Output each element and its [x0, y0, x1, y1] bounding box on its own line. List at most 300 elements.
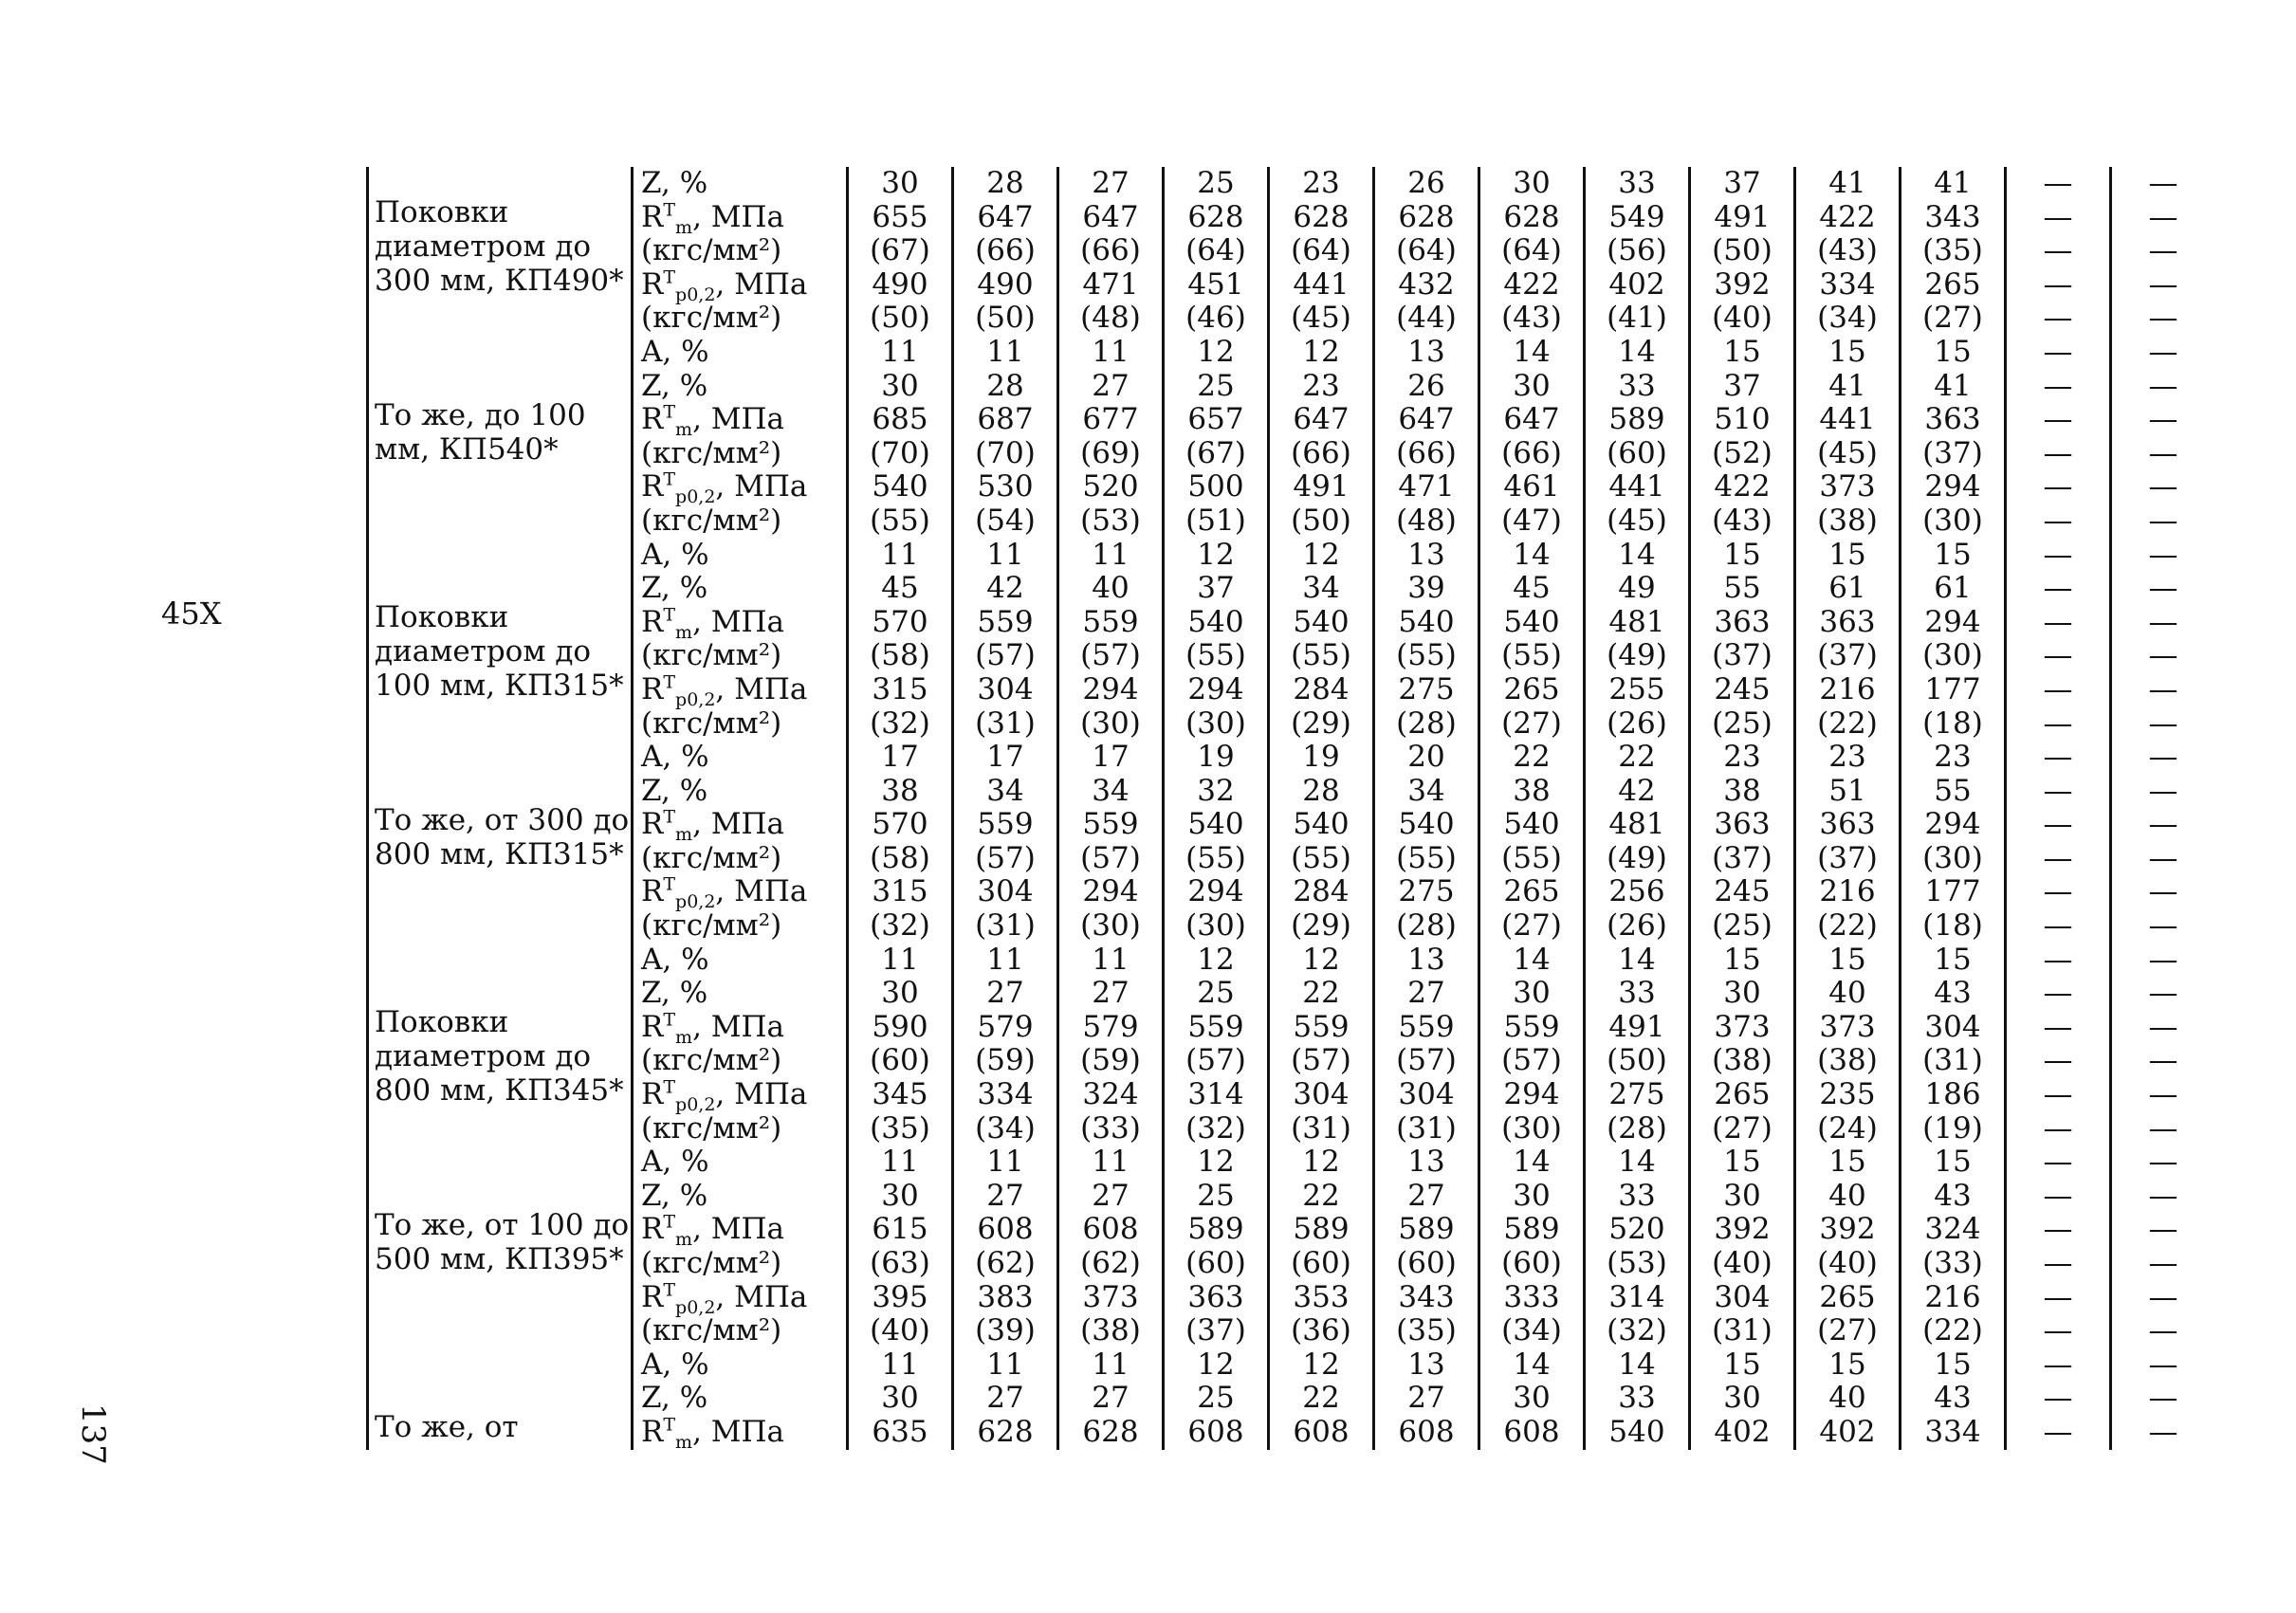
- table-cell: 510: [1690, 403, 1795, 437]
- table-cell: 42: [1585, 775, 1690, 809]
- table-cell: 30: [848, 167, 953, 201]
- table-cell: —: [2111, 1044, 2215, 1078]
- table-cell: 43: [1901, 977, 2006, 1011]
- table-cell: 14: [1585, 539, 1690, 573]
- table-cell: —: [2006, 639, 2111, 673]
- parameter-label: Z, %: [633, 572, 848, 606]
- table-row: [368, 234, 2215, 268]
- table-cell: —: [2111, 336, 2215, 370]
- table-cell: (26): [1585, 909, 1690, 944]
- table-row: [368, 1416, 2215, 1450]
- table-cell: —: [2111, 707, 2215, 742]
- table-cell: 363: [1690, 606, 1795, 640]
- table-cell: (50): [1585, 1044, 1690, 1078]
- table-cell: 14: [1479, 944, 1585, 978]
- table-cell: 647: [1479, 403, 1585, 437]
- table-cell: 12: [1164, 1146, 1269, 1180]
- table-cell: 27: [1058, 1382, 1164, 1416]
- table-cell: —: [2111, 370, 2215, 404]
- table-cell: 14: [1479, 1146, 1585, 1180]
- parameter-label: $R^T_{p0,2}$, МПа: [633, 268, 848, 302]
- table-cell: 559: [1269, 1011, 1374, 1045]
- table-cell: —: [2006, 437, 2111, 471]
- table-cell: (53): [1585, 1247, 1690, 1281]
- table-cell: 608: [1374, 1416, 1479, 1450]
- table-cell: 30: [1690, 1382, 1795, 1416]
- table-cell: 500: [1164, 470, 1269, 504]
- table-cell: 12: [1269, 944, 1374, 978]
- table-cell: (55): [1164, 639, 1269, 673]
- table-cell: 570: [848, 808, 953, 842]
- table-cell: —: [2006, 673, 2111, 707]
- table-cell: 635: [848, 1416, 953, 1450]
- table-cell: 540: [1269, 808, 1374, 842]
- table-cell: (47): [1479, 504, 1585, 539]
- table-cell: (22): [1795, 909, 1901, 944]
- table-cell: 685: [848, 403, 953, 437]
- table-cell: —: [2111, 572, 2215, 606]
- table-cell: 15: [1795, 944, 1901, 978]
- table-cell: 39: [1374, 572, 1479, 606]
- table-cell: 294: [1901, 808, 2006, 842]
- table-cell: —: [2111, 1213, 2215, 1247]
- parameter-label: Z, %: [633, 775, 848, 809]
- table-cell: 15: [1795, 1146, 1901, 1180]
- table-cell: —: [2006, 336, 2111, 370]
- table-cell: 30: [1479, 977, 1585, 1011]
- table-cell: (48): [1058, 302, 1164, 336]
- table-cell: (30): [1901, 842, 2006, 876]
- table-cell: 49: [1585, 572, 1690, 606]
- table-cell: 30: [1479, 1180, 1585, 1214]
- product-description: То же, от 300 до 800 мм, КП315*: [368, 775, 633, 978]
- table-cell: 11: [1058, 1146, 1164, 1180]
- table-cell: 23: [1795, 741, 1901, 775]
- table-cell: (44): [1374, 302, 1479, 336]
- table-cell: (31): [1901, 1044, 2006, 1078]
- table-cell: —: [2006, 268, 2111, 302]
- table-cell: (29): [1269, 909, 1374, 944]
- table-cell: (33): [1058, 1112, 1164, 1146]
- table-cell: 559: [1058, 606, 1164, 640]
- table-cell: 33: [1585, 1382, 1690, 1416]
- table-cell: (64): [1164, 234, 1269, 268]
- table-cell: —: [2111, 673, 2215, 707]
- table-cell: 275: [1374, 875, 1479, 909]
- table-row: [368, 775, 2215, 809]
- table-row: [368, 539, 2215, 573]
- table-cell: 304: [953, 673, 1058, 707]
- table-cell: —: [2006, 1314, 2111, 1348]
- table-cell: 13: [1374, 539, 1479, 573]
- table-cell: 363: [1795, 808, 1901, 842]
- table-cell: 34: [1374, 775, 1479, 809]
- table-cell: (40): [1795, 1247, 1901, 1281]
- table-cell: (66): [1479, 437, 1585, 471]
- table-cell: —: [2111, 1382, 2215, 1416]
- table-cell: (60): [848, 1044, 953, 1078]
- table-cell: 402: [1690, 1416, 1795, 1450]
- table-cell: 265: [1901, 268, 2006, 302]
- table-cell: (50): [848, 302, 953, 336]
- table-cell: 40: [1795, 1382, 1901, 1416]
- table-cell: 27: [953, 977, 1058, 1011]
- table-cell: 265: [1479, 673, 1585, 707]
- table-cell: —: [2006, 741, 2111, 775]
- table-cell: 41: [1901, 370, 2006, 404]
- table-cell: 26: [1374, 167, 1479, 201]
- table-cell: 570: [848, 606, 953, 640]
- parameter-label: A, %: [633, 944, 848, 978]
- table-cell: (58): [848, 842, 953, 876]
- table-cell: (22): [1901, 1314, 2006, 1348]
- table-cell: (70): [953, 437, 1058, 471]
- table-cell: (30): [1164, 707, 1269, 742]
- table-cell: 432: [1374, 268, 1479, 302]
- table-cell: (59): [953, 1044, 1058, 1078]
- table-cell: (66): [953, 234, 1058, 268]
- table-cell: 17: [1058, 741, 1164, 775]
- table-cell: 294: [1901, 470, 2006, 504]
- table-cell: (67): [1164, 437, 1269, 471]
- table-cell: (49): [1585, 639, 1690, 673]
- table-cell: 333: [1479, 1281, 1585, 1315]
- table-cell: 15: [1795, 1348, 1901, 1383]
- table-cell: 61: [1795, 572, 1901, 606]
- table-cell: 40: [1795, 977, 1901, 1011]
- table-cell: 589: [1479, 1213, 1585, 1247]
- table-row: [368, 370, 2215, 404]
- table-cell: (26): [1585, 707, 1690, 742]
- table-cell: 15: [1795, 336, 1901, 370]
- table-cell: 28: [953, 370, 1058, 404]
- table-cell: 15: [1690, 539, 1795, 573]
- table-cell: (63): [848, 1247, 953, 1281]
- table-cell: —: [2006, 504, 2111, 539]
- table-cell: —: [2006, 944, 2111, 978]
- table-cell: 363: [1690, 808, 1795, 842]
- table-cell: 373: [1795, 470, 1901, 504]
- parameter-label: $R^T_m$, МПа: [633, 606, 848, 640]
- table-cell: —: [2006, 875, 2111, 909]
- parameter-label: (кгс/мм²): [633, 909, 848, 944]
- table-cell: 11: [848, 336, 953, 370]
- table-cell: 315: [848, 673, 953, 707]
- table-cell: 324: [1058, 1078, 1164, 1112]
- table-cell: 265: [1690, 1078, 1795, 1112]
- table-cell: (55): [848, 504, 953, 539]
- properties-table: [366, 166, 2214, 1454]
- table-cell: (57): [1164, 1044, 1269, 1078]
- table-cell: —: [2006, 977, 2111, 1011]
- table-cell: 284: [1269, 875, 1374, 909]
- table-cell: 608: [1164, 1416, 1269, 1450]
- table-cell: 265: [1795, 1281, 1901, 1315]
- table-cell: 38: [1479, 775, 1585, 809]
- table-cell: (22): [1795, 707, 1901, 742]
- table-cell: 55: [1690, 572, 1795, 606]
- table-cell: —: [2111, 201, 2215, 235]
- table-cell: 628: [953, 1416, 1058, 1450]
- table-cell: 14: [1585, 944, 1690, 978]
- table-cell: (53): [1058, 504, 1164, 539]
- table-row: [368, 909, 2215, 944]
- table-cell: 265: [1479, 875, 1585, 909]
- table-cell: —: [2111, 1146, 2215, 1180]
- table-cell: 14: [1479, 336, 1585, 370]
- table-cell: 33: [1585, 370, 1690, 404]
- table-cell: (57): [1269, 1044, 1374, 1078]
- table-cell: 13: [1374, 944, 1479, 978]
- product-description: Поковки диаметром до 800 мм, КП345*: [368, 977, 633, 1180]
- table-cell: —: [2111, 808, 2215, 842]
- table-row: [368, 1044, 2215, 1078]
- table-cell: 441: [1585, 470, 1690, 504]
- table-cell: 363: [1901, 403, 2006, 437]
- table-cell: 12: [1164, 539, 1269, 573]
- table-cell: 26: [1374, 370, 1479, 404]
- table-row: [368, 336, 2215, 370]
- table-cell: (48): [1374, 504, 1479, 539]
- table-cell: —: [2006, 1078, 2111, 1112]
- table-cell: 589: [1164, 1213, 1269, 1247]
- table-cell: —: [2111, 1180, 2215, 1214]
- table-cell: 628: [1058, 1416, 1164, 1450]
- parameter-label: (кгс/мм²): [633, 234, 848, 268]
- table-cell: 19: [1164, 741, 1269, 775]
- table-cell: 38: [848, 775, 953, 809]
- table-cell: (55): [1479, 842, 1585, 876]
- parameter-label: Z, %: [633, 167, 848, 201]
- table-cell: 51: [1795, 775, 1901, 809]
- table-cell: 520: [1058, 470, 1164, 504]
- table-cell: 392: [1795, 1213, 1901, 1247]
- parameter-label: $R^T_{p0,2}$, МПа: [633, 673, 848, 707]
- table-cell: (50): [1269, 504, 1374, 539]
- table-cell: (35): [1901, 234, 2006, 268]
- table-cell: —: [2111, 403, 2215, 437]
- table-cell: (70): [848, 437, 953, 471]
- table-cell: —: [2111, 775, 2215, 809]
- table-cell: 22: [1269, 1180, 1374, 1214]
- table-cell: (27): [1479, 707, 1585, 742]
- table-cell: 23: [1269, 167, 1374, 201]
- table-cell: (66): [1374, 437, 1479, 471]
- table-cell: —: [2006, 167, 2111, 201]
- table-cell: (25): [1690, 909, 1795, 944]
- parameter-label: (кгс/мм²): [633, 1247, 848, 1281]
- table-cell: —: [2006, 370, 2111, 404]
- table-cell: 294: [1058, 875, 1164, 909]
- table-cell: 677: [1058, 403, 1164, 437]
- table-cell: 647: [953, 201, 1058, 235]
- table-cell: (28): [1374, 909, 1479, 944]
- table-row: [368, 504, 2215, 539]
- table-cell: 15: [1901, 539, 2006, 573]
- table-cell: 22: [1479, 741, 1585, 775]
- table-cell: 608: [1058, 1213, 1164, 1247]
- table-cell: (32): [1164, 1112, 1269, 1146]
- table-row: [368, 639, 2215, 673]
- table-cell: 471: [1374, 470, 1479, 504]
- table-cell: 25: [1164, 1382, 1269, 1416]
- table-cell: 27: [1374, 1382, 1479, 1416]
- table-cell: 373: [1690, 1011, 1795, 1045]
- table-cell: 11: [953, 1348, 1058, 1383]
- table-cell: 27: [1374, 1180, 1479, 1214]
- table-cell: 40: [1795, 1180, 1901, 1214]
- table-cell: (35): [1374, 1314, 1479, 1348]
- table-cell: (60): [1269, 1247, 1374, 1281]
- table-cell: (28): [1374, 707, 1479, 742]
- table-cell: (64): [1374, 234, 1479, 268]
- table-cell: 15: [1690, 944, 1795, 978]
- table-cell: —: [2006, 606, 2111, 640]
- table-cell: 540: [1479, 808, 1585, 842]
- table-cell: (57): [953, 639, 1058, 673]
- table-cell: (31): [953, 707, 1058, 742]
- table-cell: 11: [953, 1146, 1058, 1180]
- table-cell: 11: [848, 539, 953, 573]
- table-cell: (62): [1058, 1247, 1164, 1281]
- table-cell: 615: [848, 1213, 953, 1247]
- table-cell: 45: [1479, 572, 1585, 606]
- table-cell: 22: [1269, 1382, 1374, 1416]
- table-cell: 15: [1901, 336, 2006, 370]
- table-cell: (66): [1269, 437, 1374, 471]
- table-cell: (57): [1479, 1044, 1585, 1078]
- table-cell: 402: [1585, 268, 1690, 302]
- table-cell: 14: [1479, 539, 1585, 573]
- table-cell: (38): [1795, 1044, 1901, 1078]
- table-cell: —: [2111, 234, 2215, 268]
- table-cell: 304: [1690, 1281, 1795, 1315]
- table-cell: 11: [848, 1348, 953, 1383]
- table-cell: 14: [1585, 1348, 1690, 1383]
- table-cell: —: [2111, 437, 2215, 471]
- table-cell: —: [2111, 639, 2215, 673]
- table-cell: (51): [1164, 504, 1269, 539]
- table-cell: 15: [1901, 944, 2006, 978]
- table-cell: 608: [953, 1213, 1058, 1247]
- table-cell: (64): [1269, 234, 1374, 268]
- parameter-label: $R^T_m$, МПа: [633, 201, 848, 235]
- parameter-label: $R^T_{p0,2}$, МПа: [633, 1281, 848, 1315]
- table-cell: 30: [1479, 167, 1585, 201]
- table-cell: 315: [848, 875, 953, 909]
- table-cell: 11: [1058, 539, 1164, 573]
- table-cell: 61: [1901, 572, 2006, 606]
- table-cell: 15: [1690, 336, 1795, 370]
- parameter-label: A, %: [633, 1348, 848, 1383]
- table-cell: (32): [848, 707, 953, 742]
- table-cell: (45): [1269, 302, 1374, 336]
- table-cell: (32): [1585, 1314, 1690, 1348]
- table-cell: (49): [1585, 842, 1690, 876]
- table-cell: (56): [1585, 234, 1690, 268]
- table-cell: 14: [1479, 1348, 1585, 1383]
- table-cell: 235: [1795, 1078, 1901, 1112]
- table-cell: —: [2111, 909, 2215, 944]
- parameter-label: (кгс/мм²): [633, 1314, 848, 1348]
- table-cell: 304: [1269, 1078, 1374, 1112]
- table-cell: —: [2006, 775, 2111, 809]
- table-cell: 490: [953, 268, 1058, 302]
- parameter-label: $R^T_m$, МПа: [633, 1213, 848, 1247]
- table-cell: 11: [953, 539, 1058, 573]
- table-cell: 628: [1269, 201, 1374, 235]
- table-row: [368, 1247, 2215, 1281]
- table-cell: 17: [953, 741, 1058, 775]
- table-row: [368, 673, 2215, 707]
- table-cell: 395: [848, 1281, 953, 1315]
- parameter-label: (кгс/мм²): [633, 639, 848, 673]
- table-cell: 30: [848, 370, 953, 404]
- table-cell: (37): [1795, 639, 1901, 673]
- table-cell: —: [2111, 977, 2215, 1011]
- table-cell: (60): [1374, 1247, 1479, 1281]
- table-cell: —: [2111, 1416, 2215, 1450]
- table-cell: (32): [848, 909, 953, 944]
- table-cell: —: [2006, 707, 2111, 742]
- table-cell: (38): [1690, 1044, 1795, 1078]
- table-cell: 25: [1164, 167, 1269, 201]
- table-cell: 559: [953, 606, 1058, 640]
- table-row: [368, 1078, 2215, 1112]
- table-cell: —: [2111, 268, 2215, 302]
- table-cell: 34: [953, 775, 1058, 809]
- table-cell: 30: [1690, 977, 1795, 1011]
- table-cell: 334: [1901, 1416, 2006, 1450]
- table-cell: 608: [1269, 1416, 1374, 1450]
- table-cell: (25): [1690, 707, 1795, 742]
- table-cell: 628: [1164, 201, 1269, 235]
- table-cell: 314: [1585, 1281, 1690, 1315]
- table-cell: 559: [1374, 1011, 1479, 1045]
- table-cell: (60): [1479, 1247, 1585, 1281]
- table-cell: 549: [1585, 201, 1690, 235]
- table-cell: 27: [1058, 370, 1164, 404]
- table-cell: 23: [1901, 741, 2006, 775]
- table-cell: (37): [1901, 437, 2006, 471]
- table-cell: (40): [848, 1314, 953, 1348]
- table-cell: 216: [1795, 673, 1901, 707]
- table-cell: (29): [1269, 707, 1374, 742]
- table-cell: 27: [1058, 1180, 1164, 1214]
- table-cell: (37): [1690, 639, 1795, 673]
- table-cell: 392: [1690, 1213, 1795, 1247]
- steel-grade-label: 45X: [161, 596, 222, 632]
- table-cell: 294: [1164, 673, 1269, 707]
- table-row: [368, 842, 2215, 876]
- parameter-label: (кгс/мм²): [633, 504, 848, 539]
- table-row: [368, 572, 2215, 606]
- table-cell: 22: [1269, 977, 1374, 1011]
- product-description: То же, до 100 мм, КП540*: [368, 370, 633, 573]
- table-cell: —: [2006, 1180, 2111, 1214]
- table-cell: 363: [1795, 606, 1901, 640]
- table-cell: —: [2111, 1078, 2215, 1112]
- table-cell: (28): [1585, 1112, 1690, 1146]
- table-cell: 11: [1058, 944, 1164, 978]
- table-cell: (69): [1058, 437, 1164, 471]
- table-cell: 520: [1585, 1213, 1690, 1247]
- table-cell: 628: [1374, 201, 1479, 235]
- table-cell: 55: [1901, 775, 2006, 809]
- table-cell: 11: [848, 944, 953, 978]
- table-cell: 334: [953, 1078, 1058, 1112]
- table-cell: (30): [1901, 504, 2006, 539]
